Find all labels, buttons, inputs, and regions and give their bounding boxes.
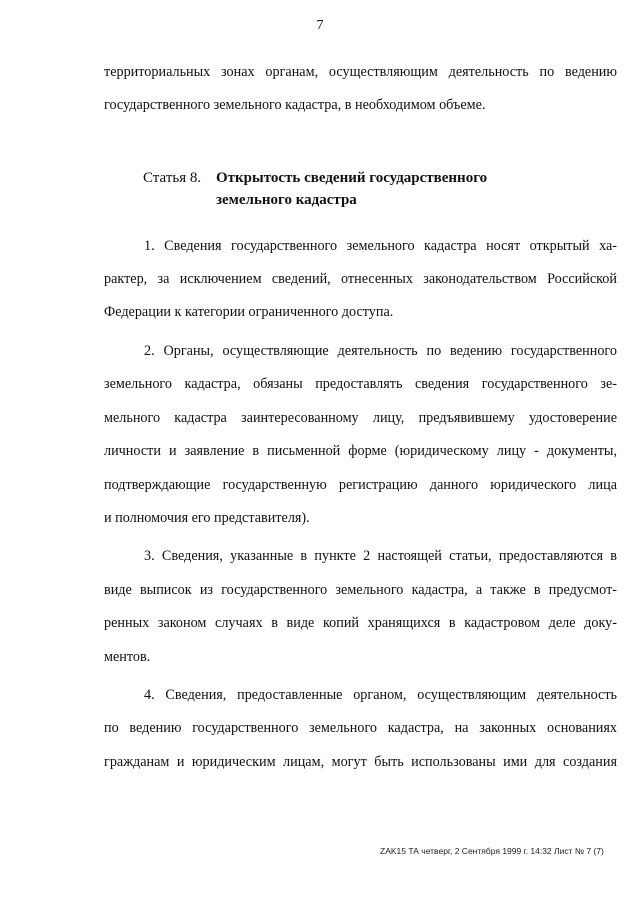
paragraph-3-line-3: ренных законом случаях в виде копий хранящихся в кадастровом деле доку-: [104, 615, 617, 631]
paragraph-2-line-1: 2. Органы, осуществляющие деятельность по ведению государственного: [144, 343, 617, 359]
paragraph-3-line-1: 3. Сведения, указанные в пункте 2 настоящей статьи, предоставляются в: [144, 548, 617, 564]
intro-line-2: государственного земельного кадастра, в необходимом объеме.: [104, 97, 486, 113]
paragraph-1-line-2: рактер, за исключением сведений, отнесенных законодательством Российской: [104, 271, 617, 287]
paragraph-4-line-2: по ведению государственного земельного кадастра, на законных основаниях: [104, 720, 617, 736]
paragraph-2-line-2: земельного кадастра, обязаны предоставлять сведения государственного зе-: [104, 376, 617, 392]
article-title-line-2: земельного кадастра: [216, 192, 357, 208]
paragraph-2-line-5: подтверждающие государственную регистрацию данного юридического лица: [104, 477, 617, 493]
article-label: Статья 8.: [143, 170, 202, 186]
paragraph-2-line-3: мельного кадастра заинтересованному лицу, предъявившему удостоверение: [104, 410, 617, 426]
paragraph-3-line-2: виде выписок из государственного земельного кадастра, а также в предусмот-: [104, 582, 617, 598]
paragraph-3-line-4: ментов.: [104, 649, 151, 665]
paragraph-2-line-4: личности и заявление в письменной форме (юридическому лицу - документы,: [104, 443, 617, 459]
article-title-line-1: Открытость сведений государственного: [216, 170, 488, 186]
page-footer: ZAK15 ТА четверг, 2 Сентября 1999 г. 14:32 Лист № 7 (7): [380, 846, 604, 856]
paragraph-1-line-1: 1. Сведения государственного земельного кадастра носят открытый ха-: [144, 238, 617, 254]
paragraph-2-line-6: и полномочия его представителя).: [104, 510, 310, 526]
intro-line-1: территориальных зонах органам, осуществляющим деятельность по ведению: [104, 64, 617, 80]
paragraph-4-line-1: 4. Сведения, предоставленные органом, осуществляющим деятельность: [144, 687, 617, 703]
paragraph-1-line-3: Федерации к категории ограниченного доступа.: [104, 304, 394, 320]
paragraph-4-line-3: гражданам и юридическим лицам, могут быть использованы ими для создания: [104, 754, 617, 770]
page-number: 7: [316, 18, 324, 33]
